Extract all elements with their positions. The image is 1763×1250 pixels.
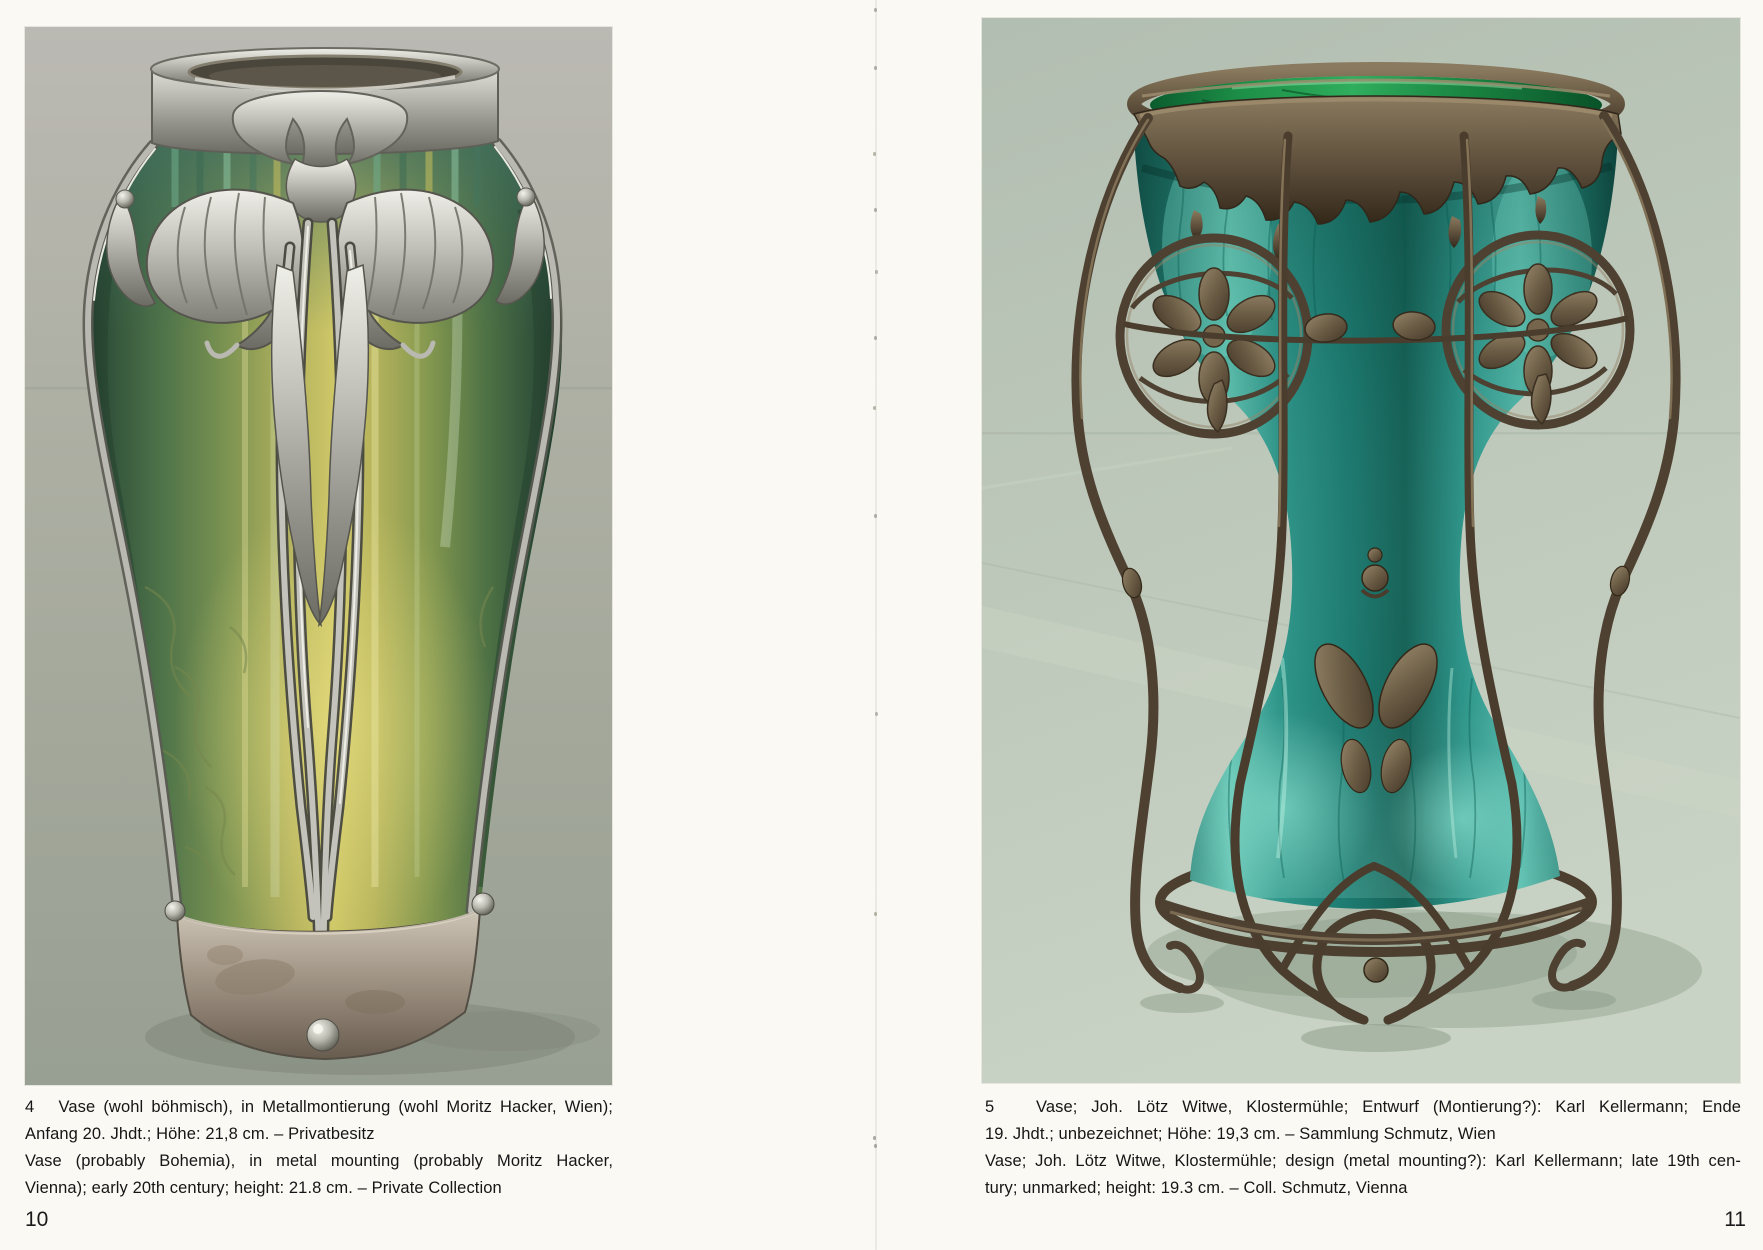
caption-line: Vase; Joh. Lötz Witwe, Klostermühle; design (metal mounting?): Karl Kellermann; late 19th cen- <box>985 1152 1741 1170</box>
caption-line: 19. Jhdt.; unbezeichnet; Höhe: 19,3 cm. – Sammlung Schmutz, Wien <box>985 1125 1496 1143</box>
figure-4-photo <box>25 27 612 1085</box>
page-number-left: 10 <box>25 1208 49 1231</box>
caption-line: Vienna); early 20th century; height: 21.8 cm. – Private Collection <box>25 1179 502 1197</box>
page-number-right: 11 <box>1724 1208 1746 1231</box>
left-vase-illustration <box>25 27 612 1085</box>
caption-line: 4 Vase (wohl böhmisch), in Metallmontierung (wohl Moritz Hacker, Wien); <box>25 1098 613 1116</box>
figure-5-caption <box>985 1094 1741 1202</box>
figure-5-photo <box>982 18 1740 1083</box>
caption-line: Vase (probably Bohemia), in metal mounting (probably Moritz Hacker, <box>25 1152 613 1170</box>
figure-4-caption <box>25 1094 613 1202</box>
caption-line: Anfang 20. Jhdt.; Höhe: 21,8 cm. – Privatbesitz <box>25 1125 375 1143</box>
caption-line: tury; unmarked; height: 19.3 cm. – Coll. Schmutz, Vienna <box>985 1179 1408 1197</box>
right-vase-illustration <box>982 18 1740 1083</box>
page-gutter-fold <box>875 0 877 1250</box>
caption-line: 5 Vase; Joh. Lötz Witwe, Klostermühle; Entwurf (Montierung?): Karl Kellermann; Ende <box>985 1098 1741 1116</box>
